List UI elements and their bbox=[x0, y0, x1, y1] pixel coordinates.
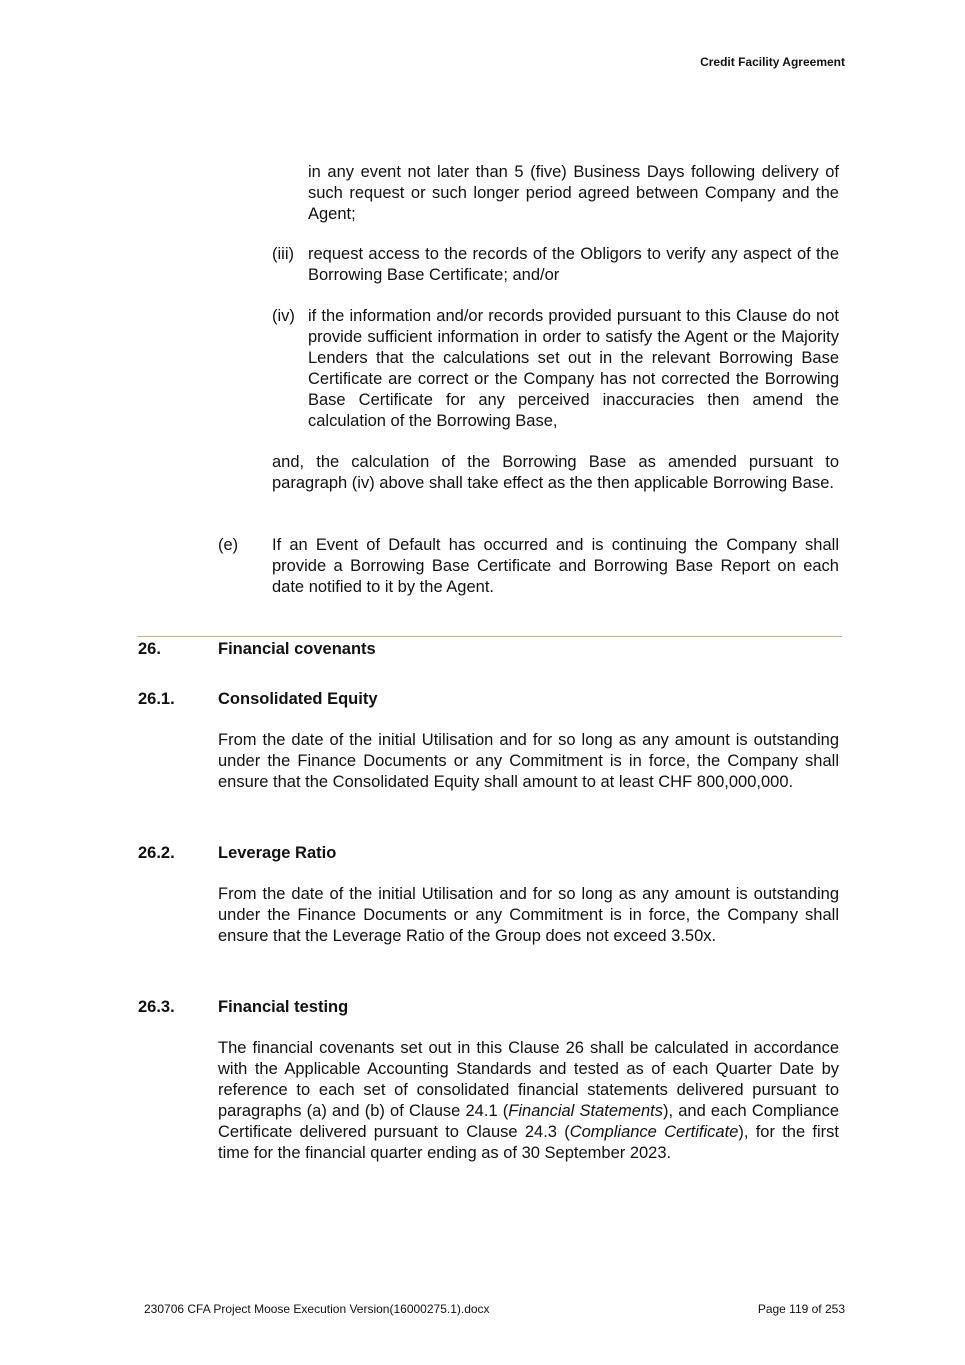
clause-number-26-3: 26.3. bbox=[138, 998, 175, 1016]
tail-paragraph: and, the calculation of the Borrowing Base as amended pursuant to paragraph (iv) above shall take effect as the then applicable Borrowing Base. bbox=[272, 453, 839, 492]
ref-financial-statements: Financial Statements bbox=[508, 1102, 663, 1120]
section-title: Financial covenants bbox=[218, 640, 376, 658]
para-e-label: (e) bbox=[218, 536, 239, 554]
clause-number-26-1: 26.1. bbox=[138, 690, 175, 708]
clause-title-26-2: Leverage Ratio bbox=[218, 844, 337, 862]
continuation-paragraph: in any event not later than 5 (five) Business Days following delivery of such request or such longer period agreed between Company and the Agent; bbox=[308, 163, 839, 223]
clause-number-26-2: 26.2. bbox=[138, 844, 175, 862]
item-label-iii: (iii) bbox=[272, 245, 294, 263]
clause-title-26-1: Consolidated Equity bbox=[218, 690, 378, 708]
footer-page-number: Page 119 of 253 bbox=[757, 1302, 845, 1316]
footer-filename: 230706 CFA Project Moose Execution Version(16000275.1).docx bbox=[144, 1302, 490, 1316]
section-divider bbox=[137, 636, 842, 637]
item-text-iv: if the information and/or records provided pursuant to this Clause do not provide sufficient information in order to satisfy the Agent or the Majority Lenders that the calculations set out in the relevant Borrowing Base Certificate are correct or the Company has not corrected the Borrowing Base Certificate for any perceived inaccuracies then amend the calculation of the Borrowing Base, bbox=[308, 307, 839, 430]
clause-text-26-2: From the date of the initial Utilisation and for so long as any amount is outstanding under the Finance Documents or any Commitment is in force, the Company shall ensure that the Leverage Ratio of the Group does not exceed 3.50x. bbox=[218, 885, 839, 945]
clause-title-26-3: Financial testing bbox=[218, 998, 349, 1016]
clause-text-26-1: From the date of the initial Utilisation and for so long as any amount is outstanding under the Finance Documents or any Commitment is in force, the Company shall ensure that the Consolidated Equity shall amount to at least CHF 800,000,000. bbox=[218, 731, 839, 791]
ref-compliance-certificate: Compliance Certificate bbox=[569, 1123, 739, 1141]
clause-text-26-3: The financial covenants set out in this Clause 26 shall be calculated in accordance with the Applicable Accounting Standards and tested as of each Quarter Date by reference to each set of consolidated financial statements delivered pursuant to paragraphs (a) and (b) of Clause 24.1 (Financial Statements), and each Compliance Certificate delivered pursuant to Clause 24.3 (Compliance Certificate), for the first time for the financial quarter ending as of 30 September 2023. bbox=[218, 1039, 840, 1162]
item-text-iii: request access to the records of the Obligors to verify any aspect of the Borrowing Base Certificate; and/or bbox=[308, 245, 839, 284]
item-label-iv: (iv) bbox=[272, 307, 295, 325]
running-header: Credit Facility Agreement bbox=[700, 55, 845, 69]
para-e-text: If an Event of Default has occurred and is continuing the Company shall provide a Borrowing Base Certificate and Borrowing Base Report on each date notified to it by the Agent. bbox=[272, 536, 839, 596]
section-number: 26. bbox=[138, 640, 161, 658]
